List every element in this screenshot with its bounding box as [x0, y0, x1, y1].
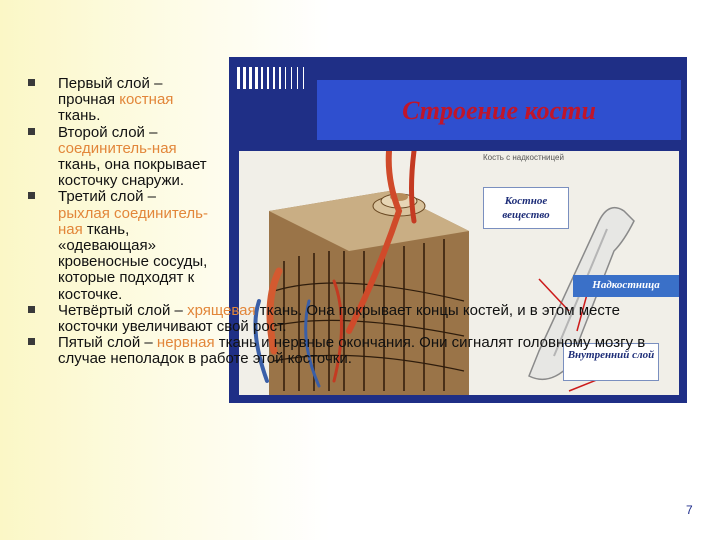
bullet-highlight: нервная [156, 334, 215, 352]
bullet-text: ткань. Она покрывает концы костей, и в этом месте косточки увеличивают свой рост. [58, 301, 620, 336]
bullet-highlight: соединитель-ная [58, 139, 177, 157]
bullet-highlight: рыхлая соединитель-ная [58, 204, 208, 238]
bullet-item-3 [28, 189, 208, 302]
bullet-item-1 [28, 76, 208, 125]
bullet-text: Третий слой – [58, 188, 156, 206]
bullet-item-4 [28, 303, 648, 335]
bullet-text: Второй слой – [58, 123, 158, 141]
bullet-text: ткань. [58, 107, 101, 125]
label-bone-substance: Костное вещество [483, 187, 569, 229]
bullet-square-icon [28, 192, 35, 199]
bullet-item-5 [28, 335, 648, 367]
label-inner-layer: Внутренний слой [563, 343, 659, 381]
bullet-highlight: костная [119, 91, 174, 109]
bullet-square-icon [28, 128, 35, 135]
bullet-text: ткань и нервные окончания. Они сигналят головному мозгу в случае неполадок в работе этой косточки. [58, 334, 646, 368]
label-periosteum: Надкостница [573, 275, 679, 297]
bullet-text: ткань, она покрывает косточку снаружи. [58, 156, 207, 190]
page-number: 7 [686, 503, 693, 517]
bullet-item-2 [28, 125, 208, 190]
bullet-square-icon [28, 306, 35, 313]
bullet-highlight: хрящевая [187, 301, 256, 319]
bullet-square-icon [28, 338, 35, 345]
bullet-text: Пятый слой – [58, 334, 157, 352]
bullet-list [28, 76, 668, 368]
bullet-text: Четвёртый слой – [58, 301, 188, 319]
bullet-square-icon [28, 79, 35, 86]
figure-small-caption: Кость с надкостницей [483, 153, 564, 162]
bullet-text: Первый слой – прочная [58, 75, 163, 109]
bullet-text: ткань, «одевающая» кровеносные сосуды, которые подходят к косточке. [58, 220, 208, 303]
figure-title: Строение кости [402, 96, 596, 125]
